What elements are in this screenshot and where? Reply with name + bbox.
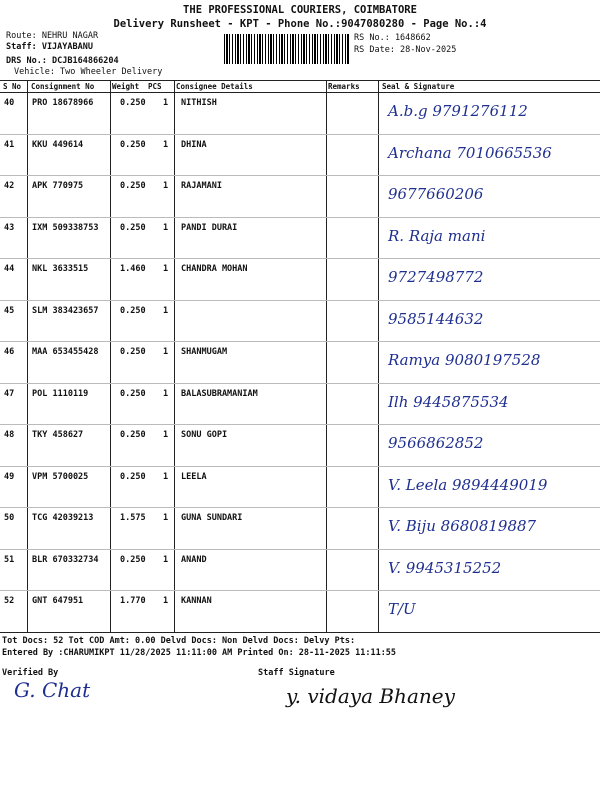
- row-signature: 9727498772: [388, 268, 484, 286]
- table-row: [0, 258, 600, 300]
- row-pcs: 1: [163, 98, 169, 108]
- row-pcs: 1: [163, 430, 169, 440]
- table-row: [0, 549, 600, 591]
- row-consignment-no: APK 770975: [32, 181, 84, 191]
- row-signature: T/U: [388, 600, 416, 618]
- row-consignment-no: KKU 449614: [32, 139, 84, 150]
- row-consignment-no: POL 1110119: [32, 388, 89, 399]
- row-weight: 0.250: [120, 139, 146, 150]
- row-weight: 1.575: [120, 513, 146, 523]
- row-pcs: 1: [163, 181, 169, 191]
- row-pcs: 1: [163, 305, 169, 316]
- row-sno: 46: [4, 347, 15, 357]
- row-weight: 0.250: [120, 222, 146, 233]
- row-consignment-no: TKY 458627: [32, 430, 84, 440]
- row-signature: V. 9945315252: [388, 558, 502, 577]
- table-row: [0, 175, 600, 217]
- row-consignment-no: TCG 42039213: [32, 513, 94, 523]
- row-sno: 42: [4, 181, 15, 191]
- row-weight: 0.250: [120, 98, 146, 108]
- row-sno: 52: [4, 596, 15, 606]
- table-row: [0, 466, 600, 508]
- row-consignment-no: IXM 509338753: [32, 222, 99, 233]
- col-header-remarks: Remarks: [328, 82, 360, 91]
- company-title: THE PROFESSIONAL COURIERS, COIMBATORE: [183, 4, 417, 16]
- row-sno: 44: [4, 264, 15, 274]
- row-consignee: CHANDRA MOHAN: [181, 264, 248, 274]
- row-consignee: SHANMUGAM: [181, 347, 228, 357]
- row-weight: 0.250: [120, 554, 146, 565]
- row-sno: 48: [4, 430, 15, 440]
- row-pcs: 1: [163, 554, 169, 565]
- row-signature: 9585144632: [388, 309, 484, 328]
- row-pcs: 1: [163, 264, 169, 274]
- row-sno: 41: [4, 139, 15, 150]
- row-weight: 1.460: [120, 264, 146, 274]
- row-consignee: ANAND: [181, 554, 207, 565]
- table-top-border: [0, 80, 600, 81]
- row-signature: 9566862852: [388, 434, 484, 452]
- table-row: [0, 92, 600, 134]
- row-sno: 45: [4, 305, 15, 316]
- col-header-consignment: Consignment No: [31, 82, 95, 91]
- route-label: Route: NEHRU NAGAR: [6, 31, 99, 41]
- barcode: [224, 34, 350, 64]
- row-consignment-no: VPM 5700025: [32, 471, 89, 482]
- row-signature: Ilh 9445875534: [388, 392, 509, 411]
- row-consignment-no: SLM 383423657: [32, 305, 99, 316]
- row-weight: 0.250: [120, 430, 146, 440]
- row-pcs: 1: [163, 513, 169, 523]
- row-weight: 0.250: [120, 181, 146, 191]
- row-pcs: 1: [163, 471, 169, 482]
- row-signature: V. Leela 9894449019: [388, 475, 548, 494]
- col-header-signature: Seal & Signature: [382, 82, 455, 91]
- entered-by-line: Entered By :CHARUMIKPT 11/28/2025 11:11:00 AM Printed On: 28-11-2025 11:11:55: [2, 648, 397, 658]
- row-pcs: 1: [163, 347, 169, 357]
- row-weight: 0.250: [120, 347, 146, 357]
- row-signature: Ramya 9080197528: [388, 351, 541, 369]
- row-consignment-no: NKL 3633515: [32, 264, 89, 274]
- table-row: [0, 341, 600, 383]
- table-bottom-border: [0, 632, 600, 633]
- row-sno: 47: [4, 388, 15, 399]
- row-signature: 9677660206: [388, 185, 484, 203]
- rs-date: RS Date: 28-Nov-2025: [354, 45, 457, 55]
- row-sno: 40: [4, 98, 15, 108]
- row-pcs: 1: [163, 139, 169, 150]
- col-header-consignee: Consignee Details: [176, 82, 253, 91]
- row-consignee: LEELA: [181, 471, 207, 482]
- row-signature: R. Raja mani: [388, 226, 486, 245]
- row-consignee: BALASUBRAMANIAM: [181, 388, 258, 399]
- table-row: [0, 424, 600, 466]
- row-consignee: GUNA SUNDARI: [181, 513, 243, 523]
- row-pcs: 1: [163, 388, 169, 399]
- row-consignee: PANDI DURAI: [181, 222, 238, 233]
- row-sno: 51: [4, 554, 15, 565]
- table-row: [0, 134, 600, 176]
- staff-label: Staff: VIJAYABANU: [6, 42, 93, 52]
- row-consignee: DHINA: [181, 139, 207, 150]
- verified-by-label: Verified By: [2, 668, 59, 678]
- row-consignee: NITHISH: [181, 98, 217, 108]
- row-signature: A.b.g 9791276112: [388, 102, 528, 120]
- row-consignee: SONU GOPI: [181, 430, 228, 440]
- row-consignee: RAJAMANI: [181, 181, 222, 191]
- row-weight: 1.770: [120, 596, 146, 606]
- row-sno: 43: [4, 222, 15, 233]
- rs-number: RS No.: 1648662: [354, 33, 431, 43]
- staff-signature-label: Staff Signature: [258, 668, 335, 678]
- table-row: [0, 507, 600, 549]
- row-weight: 0.250: [120, 471, 146, 482]
- row-consignment-no: PRO 18678966: [32, 98, 94, 108]
- staff-signature: y. vidaya Bhaney: [286, 684, 455, 708]
- row-sno: 50: [4, 513, 15, 523]
- row-signature: Archana 7010665536: [388, 143, 552, 162]
- row-consignment-no: GNT 647951: [32, 596, 84, 606]
- col-header-pcs: PCS: [148, 82, 162, 91]
- totals-line: Tot Docs: 52 Tot COD Amt: 0.00 Delvd Docs: Non Delvd Docs: Delvy Pts:: [2, 636, 356, 646]
- row-consignment-no: MAA 653455428: [32, 347, 99, 357]
- vehicle-label: Vehicle: Two Wheeler Delivery: [14, 67, 163, 77]
- table-row: [0, 300, 600, 342]
- row-weight: 0.250: [120, 305, 146, 316]
- drs-number: DRS No.: DCJB164866204: [6, 56, 119, 66]
- table-row: [0, 217, 600, 259]
- table-row: [0, 383, 600, 425]
- table-row: [0, 590, 600, 632]
- col-header-weight: Weight: [112, 82, 140, 91]
- col-header-sno: S No: [3, 82, 22, 91]
- row-weight: 0.250: [120, 388, 146, 399]
- verified-signature: G. Chat: [14, 678, 91, 702]
- row-consignment-no: BLR 670332734: [32, 554, 99, 565]
- row-consignee: KANNAN: [181, 596, 212, 606]
- row-signature: V. Biju 8680819887: [388, 517, 537, 535]
- row-pcs: 1: [163, 596, 169, 606]
- runsheet-title: Delivery Runsheet - KPT - Phone No.:9047080280 - Page No.:4: [113, 18, 487, 30]
- row-pcs: 1: [163, 222, 169, 233]
- row-sno: 49: [4, 471, 15, 482]
